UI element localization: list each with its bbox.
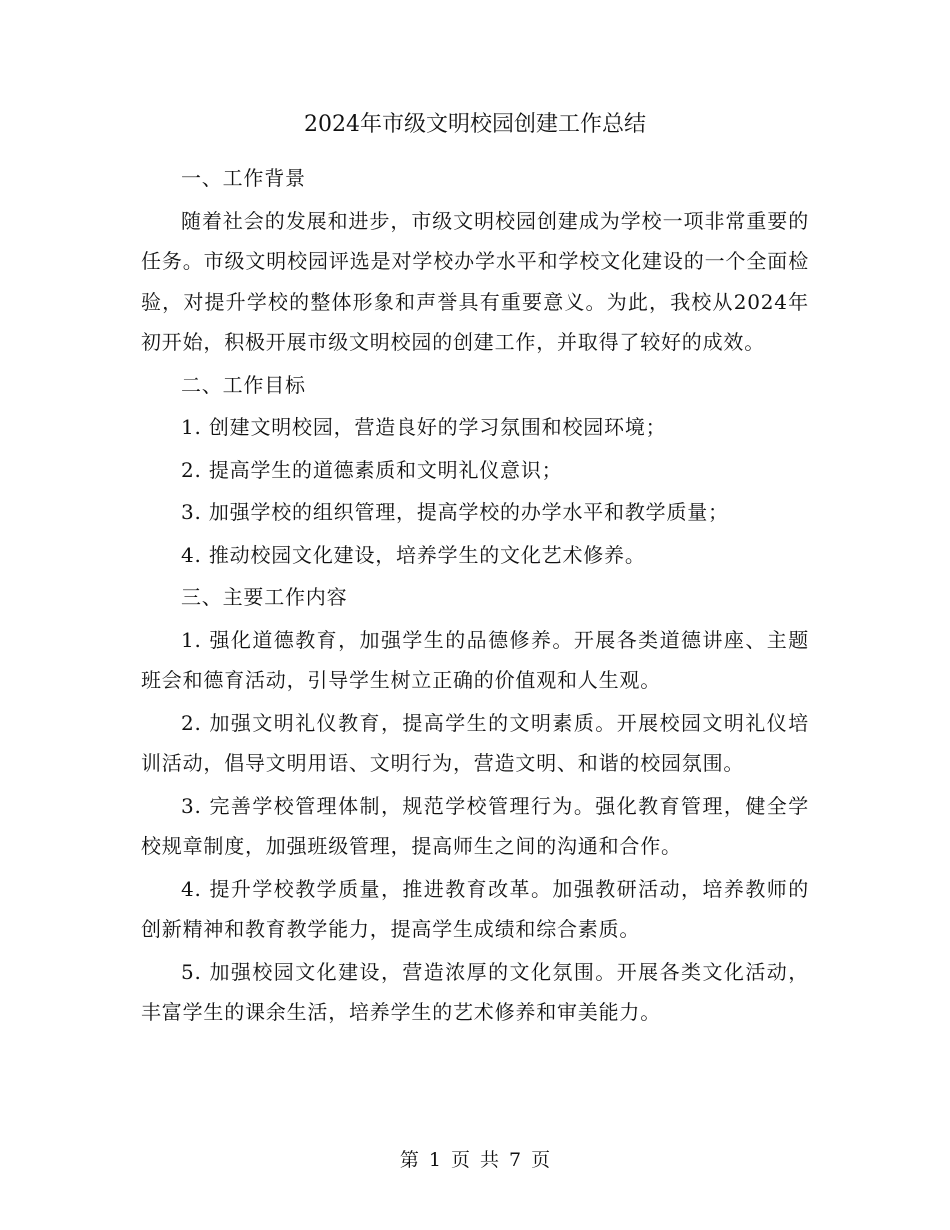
- content-item-4: 4. 提升学校教学质量，推进教育改革。加强教研活动，培养教师的创新精神和教育教学能力，提高学生成绩和综合素质。: [141, 876, 809, 941]
- content-item-3: 3. 完善学校管理体制，规范学校管理行为。强化教育管理，健全学校规章制度，加强班级管理，提高师生之间的沟通和合作。: [141, 793, 809, 858]
- goal-item-1: 1. 创建文明校园，营造良好的学习氛围和校园环境；: [181, 415, 667, 439]
- goal-item-2: 2. 提高学生的道德素质和文明礼仪意识；: [181, 457, 563, 482]
- content-item-1: 1. 强化道德教育，加强学生的品德修养。开展各类道德讲座、主题班会和德育活动，引导学生树立正确的价值观和人生观。: [141, 627, 809, 692]
- goal-item-4: 4. 推动校园文化建设，培养学生的文化艺术修养。: [181, 542, 646, 567]
- document-body: [141, 102, 809, 1035]
- section-heading-background: 一、工作背景: [181, 166, 306, 190]
- content-item-5: 5. 加强校园文化建设，营造浓厚的文化氛围。开展各类文化活动，丰富学生的课余生活，培养学生的艺术修养和审美能力。: [141, 959, 809, 1024]
- content-item-2: 2. 加强文明礼仪教育，提高学生的文明素质。开展校园文明礼仪培训活动，倡导文明用语、文明行为，营造文明、和谐的校园氛围。: [141, 710, 809, 775]
- document-title: 2024年市级文明校园创建工作总结: [304, 112, 646, 137]
- section-heading-goals: 二、工作目标: [181, 372, 306, 397]
- background-paragraph: 随着社会的发展和进步，市级文明校园创建成为学校一项非常重要的任务。市级文明校园评选是对学校办学水平和学校文化建设的一个全面检验，对提升学校的整体形象和声誉具有重要意义。为此，我校从2024年初开始，积极开展市级文明校园的创建工作，并取得了较好的成效。: [141, 208, 809, 354]
- page-footer: 第 1 页 共 7 页: [399, 1149, 551, 1171]
- goal-item-3: 3. 加强学校的组织管理，提高学校的办学水平和教学质量；: [181, 500, 729, 524]
- section-heading-content: 三、主要工作内容: [181, 585, 348, 609]
